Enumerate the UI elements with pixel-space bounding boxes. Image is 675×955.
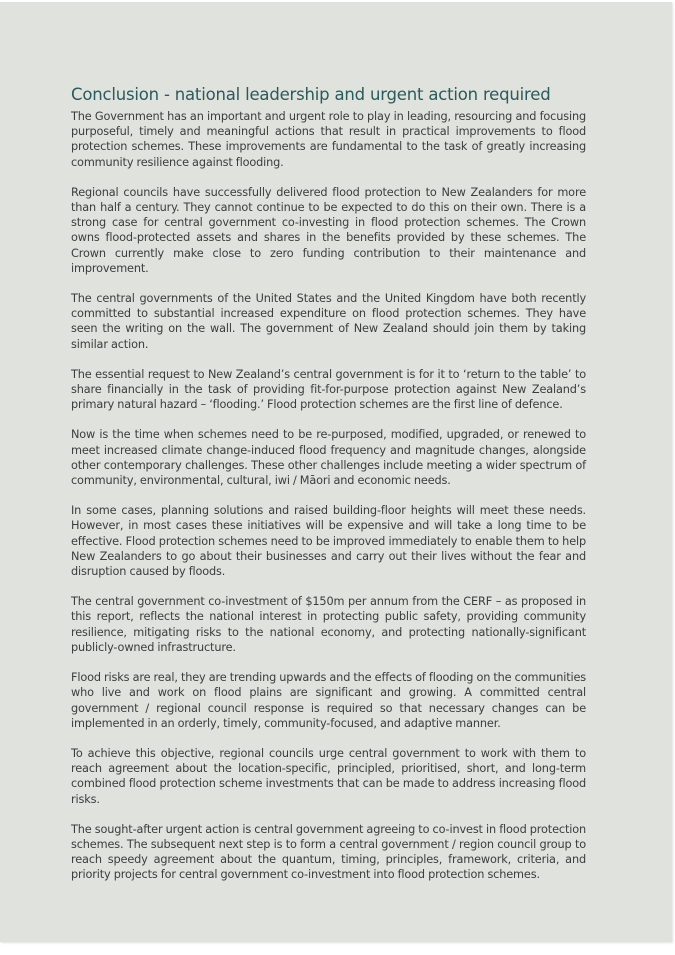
paragraph-10: The sought-after urgent action is central government agreeing to co-invest in flood protection schemes. The subsequent next step is to form a central government / region council group to reach speedy agreement about the quantum, timing, principles, framework, criteria, and priority projects for central government co-investment into flood protection schemes.: [71, 822, 586, 882]
document-page: [0, 2, 672, 942]
paragraph-4: The essential request to New Zealand’s central government is for it to ‘return to the table’ to share financially in the task of providing fit-for-purpose protection against New Zealand’s primary natural hazard – ‘flooding.’ Flood protection schemes are the first line of defence.: [71, 367, 586, 412]
paragraph-3: The central governments of the United States and the United Kingdom have both recently committed to substantial increased expenditure on flood protection schemes. They have seen the writing on the wall. The government of New Zealand should join them by taking similar action.: [71, 292, 586, 351]
page-content: [71, 84, 586, 898]
paragraph-7: The central government co-investment of $150m per annum from the CERF – as proposed in this report, reflects the national interest in protecting public safety, providing community resilience, mitigating risks to the national economy, and protecting nationally-significant publicly-owned infrastructure.: [71, 595, 586, 654]
paragraph-2: Regional councils have successfully delivered flood protection to New Zealanders for more than half a century. They cannot continue to be expected to do this on their own. There is a strong case for central government co-investing in flood protection schemes. The Crown owns flood-protected assets and shares in the benefits provided by these schemes. The Crown currently make close to zero funding contribution to their maintenance and improvement.: [71, 185, 586, 275]
paragraph-9: To achieve this objective, regional councils urge central government to work with them to reach agreement about the location-specific, principled, prioritised, short, and long-term combined flood protection scheme investments that can be made to address increasing flood risks.: [71, 746, 586, 806]
paragraph-1: The Government has an important and urgent role to play in leading, resourcing and focusing purposeful, timely and meaningful actions that result in practical improvements to flood protection schemes. These improvements are fundamental to the task of greatly increasing community resilience against flooding.: [71, 110, 586, 169]
paragraph-8: Flood risks are real, they are trending upwards and the effects of flooding on the communities who live and work on flood plains are significant and growing. A committed central government / regional council response is required so that necessary changes can be implemented in an orderly, timely, community-focused, and adaptive manner.: [71, 671, 586, 730]
paragraph-5: Now is the time when schemes need to be re-purposed, modified, upgraded, or renewed to meet increased climate change-induced flood frequency and magnitude changes, alongside other contemporary challenges. These other challenges include meeting a wider spectrum of community, environmental, cultural, iwi / Māori and economic needs.: [71, 428, 586, 488]
section-heading: Conclusion - national leadership and urgent action required: [71, 85, 551, 104]
paragraph-6: In some cases, planning solutions and raised building-floor heights will meet these needs. However, in most cases these initiatives will be expensive and will take a long time to be effective. Flood protection schemes need to be improved immediately to enable them to help New Zealanders to go about their businesses and carry out their lives without the fear and disruption caused by floods.: [71, 504, 586, 579]
